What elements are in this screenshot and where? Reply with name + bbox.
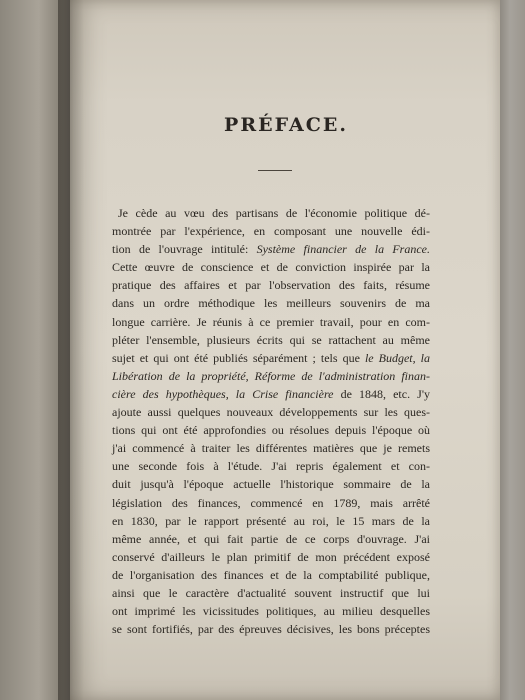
text-segment: dans un ordre méthodique les meilleurs souvenirs de ma: [112, 296, 430, 311]
text-line: [112, 240, 430, 258]
text-line: [112, 403, 430, 421]
text-segment: ajoute aussi quelques nouveaux développements sur les ques-: [112, 405, 430, 420]
preface-body: [112, 204, 430, 638]
text-segment: j'ai commencé à traiter les différentes matières que je remets: [112, 441, 430, 456]
text-line: [112, 620, 430, 638]
text-segment: législation des finances, commencé en 1789, mais arrêté: [112, 495, 430, 510]
text-segment: tion de l'ouvrage intitulé:: [112, 242, 257, 257]
text-line: [112, 566, 430, 584]
text-line: [112, 349, 430, 367]
text-segment: Je cède au vœu des partisans de l'économie politique dé-: [118, 206, 430, 220]
text-line: [112, 512, 430, 530]
spine-shadow: [58, 0, 84, 700]
text-line: [112, 530, 430, 548]
text-segment: de l'organisation des finances et de la comptabilité publique,: [112, 567, 430, 582]
text-segment: pléter l'ensemble, plusieurs écrits qui se rattachent au même: [112, 332, 430, 347]
italic-text: Système financier de la France.: [256, 242, 430, 257]
text-segment: conservé d'ailleurs le plan primitif de mon précédent exposé: [112, 549, 430, 564]
text-line: [112, 439, 430, 457]
page-stack-edge: [500, 0, 525, 700]
text-segment: Cette œuvre de conscience et de conviction inspirée par la: [112, 260, 430, 275]
text-segment: ont imprimé les vicissitudes politiques, au milieu desquelles: [112, 604, 430, 619]
italic-text: cière des hypothèques, la Crise financière: [112, 386, 334, 401]
text-line: [112, 367, 430, 385]
text-line: [112, 548, 430, 566]
text-segment: se sont fortifiés, par des épreuves décisives, les bons préceptes: [112, 622, 430, 637]
text-segment: en 1830, par le rapport présenté au roi, le 15 mars de la: [112, 513, 430, 528]
text-line: [112, 457, 430, 475]
italic-text: le Budget, la: [364, 350, 431, 365]
text-line: [112, 294, 430, 312]
text-segment: longue carrière. Je réunis à ce premier travail, pour en com-: [112, 314, 430, 329]
page-title: PRÉFACE.: [224, 114, 348, 136]
text-line: [112, 602, 430, 620]
title-rule: [258, 170, 292, 171]
text-line: [112, 494, 430, 512]
text-line: [112, 276, 430, 294]
text-segment: une seconde fois à l'étude. J'ai repris également et con-: [112, 459, 430, 474]
text-line: [112, 385, 430, 403]
text-line: [112, 421, 430, 439]
text-segment: duit jusqu'à l'époque actuelle l'historique sommaire de la: [112, 477, 430, 492]
text-segment: même année, et qui fait partie de ce corps d'ouvrage. J'ai: [112, 531, 430, 546]
text-line: [112, 331, 430, 349]
text-line: [112, 258, 430, 276]
text-line: [112, 475, 430, 493]
text-segment: de 1848, etc. J'y: [333, 386, 430, 401]
text-line: [112, 204, 430, 222]
text-line: [112, 584, 430, 602]
text-segment: sujet et qui ont été publiés séparément ; tels que: [112, 350, 365, 365]
italic-text: Libération de la propriété, Réforme de l'administration finan-: [112, 368, 430, 383]
text-segment: montrée par l'expérience, en composant une nouvelle édi-: [112, 224, 430, 239]
text-segment: pratique des affaires et par l'observation des faits, résume: [112, 278, 430, 293]
text-segment: tions qui ont été approfondies ou résolues depuis l'époque où: [112, 423, 430, 438]
text-segment: ainsi que le caractère d'actualité souvent instructif que lui: [112, 585, 430, 600]
text-line: [112, 313, 430, 331]
text-line: [112, 222, 430, 240]
